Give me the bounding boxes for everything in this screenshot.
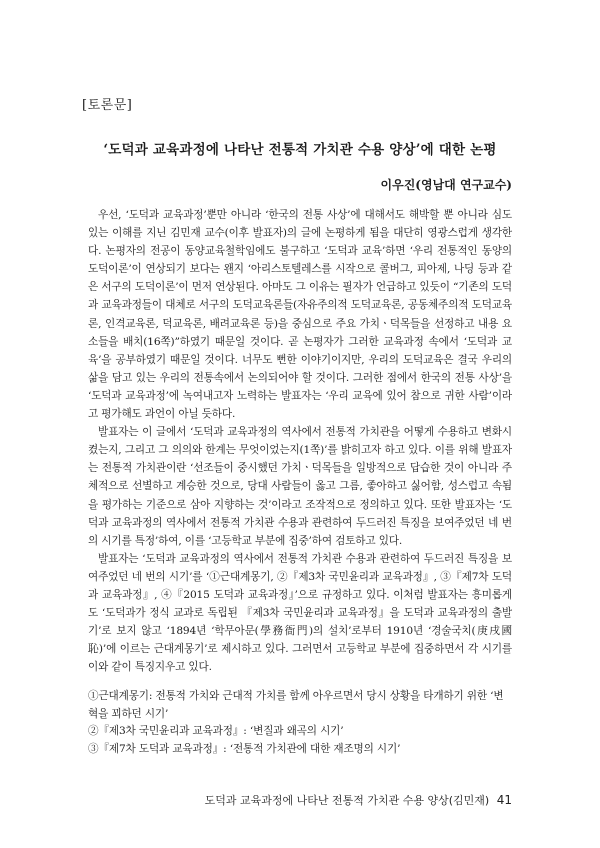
paragraph: 발표자는 ‘도덕과 교육과정의 역사에서 전통적 가치관 수용과 관련하여 두드러진 특징을 보여주었던 네 번의 시기’를 ‘①근대계몽기, ②『제3차 국민윤리과 교육과정』, ③『제7차 도덕과 교육과정』, ④『2015 도덕과 교육과정』’으로 규정하고 있다. 이처럼 발표자는 흥미롭게도 ‘도덕과가 정식 교과로 독립된 『제3차 국민윤리과 교육과정』을 도덕과 교육과정의 출발기’로 보지 않고 ‘1894년 ‘학무아문(學務衙門)의 설치’로부터 1910년 ‘경술국치(庚戌國恥)’에 이르는 근대계몽기’로 제시하고 있다. 그러면서 고등학교 부분에 집중하면서 각 시기를 이와 같이 특징지우고 있다.: [88, 552, 512, 674]
paragraph: 발표자는 이 글에서 ‘도덕과 교육과정의 역사에서 전통적 가치관을 어떻게 수용하고 변화시켰는지, 그리고 그 의의와 한계는 무엇이었는지(1쪽)’를 밝히고자 하고 있다. 이를 위해 발표자는 전통적 가치관이란 ‘선조들이 중시했던 가치ㆍ덕목들을 일방적으로 답습한 것이 아니라 주체적으로 선별하고 계승한 것으로, 당대 사람들이 옳고 그름, 좋아하고 싫어함, 성스럽고 속됨을 평가하는 기준으로 삼아 지향하는 것’이라고 조작적으로 정의하고 있다. 또한 발표자는 ‘도덕과 교육과정의 역사에서 전통적 가치관 수용과 관련하여 두드러진 특징을 보여주었던 네 번의 시기를 특정’하여, 이를 ‘고등학교 부분에 집중’하여 검토하고 있다.: [88, 426, 512, 547]
section-tag: [토론문]: [82, 98, 133, 113]
page-title: ‘도덕과 교육과정에 나타난 전통적 가치관 수용 양상’에 대한 논평: [103, 142, 497, 158]
period-list: [88, 688, 512, 758]
list-item: ②『제3차 국민윤리과 교육과정』: ‘변질과 왜곡의 시기’: [88, 725, 344, 737]
list-item: ③『제7차 도덕과 교육과정』: ‘전통적 가치관에 대한 재조명의 시기’: [88, 742, 401, 755]
list-item: ①근대계몽기: 전통적 가치와 근대적 가치를 함께 아우르면서 당시 상황을 타개하기 위한 ‘변혁을 꾀하던 시기’: [88, 690, 504, 720]
running-title: 도덕과 교육과정에 나타난 전통적 가치관 수용 양상(김민재): [204, 794, 490, 807]
page-footer: [205, 792, 512, 808]
body-text: [88, 206, 512, 676]
author-line: 이우진(영남대 연구교수): [380, 178, 512, 192]
paragraph: 우선, ‘도덕과 교육과정’뿐만 아니라 ‘한국의 전통 사상’에 대해서도 해박할 뿐 아니라 심도 있는 이해를 지닌 김민재 교수(이후 발표자)의 글에 논평하게 됨을 대단히 영광스럽게 생각한다. 논평자의 전공이 동양교육철학임에도 불구하고 ‘도덕과 교육’하면 ‘우리 전통적인 동양의 도덕이론’이 연상되기 보다는 왠지 ‘아리스토텔레스를 시작으로 콜버그, 피아제, 나딩 등과 같은 서구의 도덕이론’이 먼저 연상된다. 아마도 그 이유는 필자가 언급하고 있듯이 “기존의 도덕과 교육과정들이 대체로 서구의 도덕교육론들(자유주의적 도덕교육론, 공동체주의적 도덕교육론, 인격교육론, 덕교육론, 배려교육론 등)을 중심으로 주요 가치ㆍ덕목들을 선정하고 내용 요소들을 배치(16쪽)”하였기 때문일 것이다. 곧 논평자가 그러한 교육과정 속에서 ‘도덕과 교육’을 공부하였기 때문일 것이다. 너무도 뻔한 이야기이지만, 우리의 도덕교육은 결국 우리의 삶을 담고 있는 우리의 전통속에서 논의되어야 할 것이다. 그러한 점에서 한국의 전통 사상’을 ‘도덕과 교육과정’에 녹여내고자 노력하는 발표자는 ‘우리 교육에 있어 참으로 귀한 사람’이라고 평가해도 과언이 아닐 듯하다.: [88, 209, 512, 421]
page-number: 41: [496, 793, 512, 807]
